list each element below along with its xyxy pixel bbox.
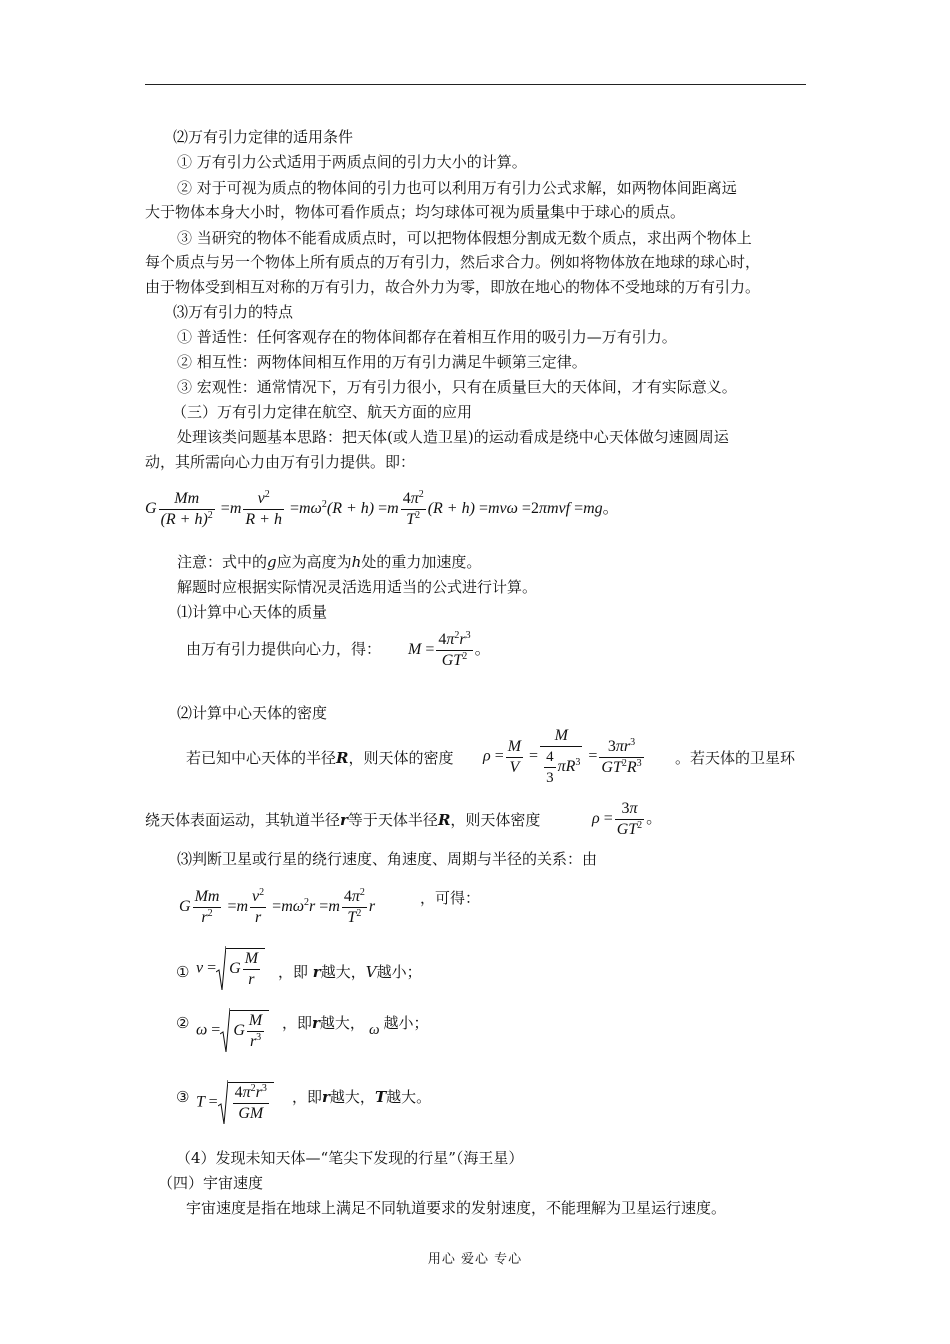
period-formula: T = $\frac{4\pi^2r^3}{GM}$ <box>196 1082 274 1124</box>
para-density-a: 若已知中心天体的半径R，则天体的密度 <box>186 749 454 767</box>
para-choose-formula: 解题时应根据实际情况灵活选用适当的公式进行计算。 <box>177 578 538 596</box>
para-approach-b: 动，其所需向心力由万有引力提供。即： <box>145 453 416 471</box>
heading-characteristics: ⑶万有引力的特点 <box>173 303 294 321</box>
header-rule <box>145 84 806 85</box>
para-universality: ① 普适性：任何客观存在的物体间都存在着相互作用的吸引力—万有引力。 <box>177 328 677 346</box>
angular-velocity-relation: ，即r越大， ω 越小； <box>282 1014 429 1038</box>
para-approach-a: 处理该类问题基本思路：把天体(或人造卫星)的运动看成是绕中心天体做匀速圆周运 <box>177 428 729 446</box>
heading-application: （三）万有引力定律在航空、航天方面的应用 <box>172 403 473 421</box>
orbit-equation: G $\frac{Mm}{r^2}$ =m $\frac{v^2}{r}$ $=m\omega^2r =m$ $\frac{4\pi^2}{T^2}$ r <box>179 887 376 926</box>
surface-density-formula: ρ = $\frac{3\pi}{GT^2}$ 。 <box>592 800 663 838</box>
mass-formula: M = $\frac{4\pi^2r^3}{GT^2}$ 。 <box>408 630 491 669</box>
heading-applicability: ⑵万有引力定律的适用条件 <box>173 128 354 146</box>
main-equation: G $\frac{Mm}{(R + h)^2}$ =m $\frac{v^2}{R + h}$ $=m\omega^2(R + h) =m$ $\frac{4\pi^2}{T^2}$ (R + h) =mvω =2πmvf =mg。 <box>145 489 619 528</box>
angular-velocity-formula: ω = G $\frac{M}{r^3}$ <box>196 1010 269 1052</box>
para-applicability-3a: ③ 当研究的物体不能看成质点时，可以把物体假想分割成无数个质点，求出两个物体上 <box>177 229 752 247</box>
para-applicability-3c: 由于物体受到相互对称的万有引力，故合外力为零，即放在地心的物体不受地球的万有引力。 <box>145 278 761 296</box>
para-mutuality: ② 相互性：两物体间相互作用的万有引力满足牛顿第三定律。 <box>177 353 587 371</box>
heading-density: ⑵计算中心天体的密度 <box>177 704 328 722</box>
para-density-b: 。若天体的卫星环 <box>675 749 796 767</box>
para-macroscopic: ③ 宏观性：通常情况下，万有引力很小，只有在质量巨大的天体间，才有实际意义。 <box>177 378 737 396</box>
para-cosmic-velocity: 宇宙速度是指在地球上满足不同轨道要求的发射速度，不能理解为卫星运行速度。 <box>186 1199 727 1217</box>
heading-mass: ⑴计算中心天体的质量 <box>177 603 328 621</box>
circle-2: ② <box>176 1014 190 1032</box>
velocity-relation: ，即 r越大，V越小； <box>278 963 422 981</box>
period-relation: ，即r越大，T越大。 <box>292 1088 432 1106</box>
note-g: 注意：式中的g应为高度为h处的重力加速度。 <box>177 553 482 571</box>
para-applicability-3b: 每个质点与另一个物体上所有质点的万有引力，然后求合力。例如将物体放在地球的球心时， <box>145 253 761 271</box>
heading-neptune: （4）发现未知天体—“笔尖下发现的行星”（海王星） <box>176 1149 524 1167</box>
para-mass: 由万有引力提供向心力，得： <box>186 640 382 658</box>
para-density-c: 绕天体表面运动，其轨道半径r等于天体半径R，则天体密度 <box>145 811 541 829</box>
density-formula: ρ = $\frac{M}{V}$ = M $\frac{4}{3}$ $\pi R^3$ = $\frac{3\pi r^3}{GT^2R^3}$ <box>483 727 642 786</box>
circle-3: ③ <box>176 1088 190 1106</box>
para-applicability-1: ① 万有引力公式适用于两质点间的引力大小的计算。 <box>177 153 527 171</box>
para-applicability-2b: 大于物体本身大小时，物体可看作质点；均匀球体可视为质量集中于球心的质点。 <box>145 203 686 221</box>
para-can-get: ，可得： <box>420 889 481 907</box>
velocity-formula: v = G $\frac{M}{r}$ <box>196 948 265 990</box>
circle-1: ① <box>176 963 190 981</box>
para-applicability-2a: ② 对于可视为质点的物体间的引力也可以利用万有引力公式求解，如两物体间距离远 <box>177 179 737 197</box>
page-footer: 用心 爱心 专心 <box>427 1252 523 1267</box>
heading-orbit-relations: ⑶判断卫星或行星的绕行速度、角速度、周期与半径的关系：由 <box>177 850 598 868</box>
heading-cosmic-velocity: （四）宇宙速度 <box>158 1174 264 1192</box>
